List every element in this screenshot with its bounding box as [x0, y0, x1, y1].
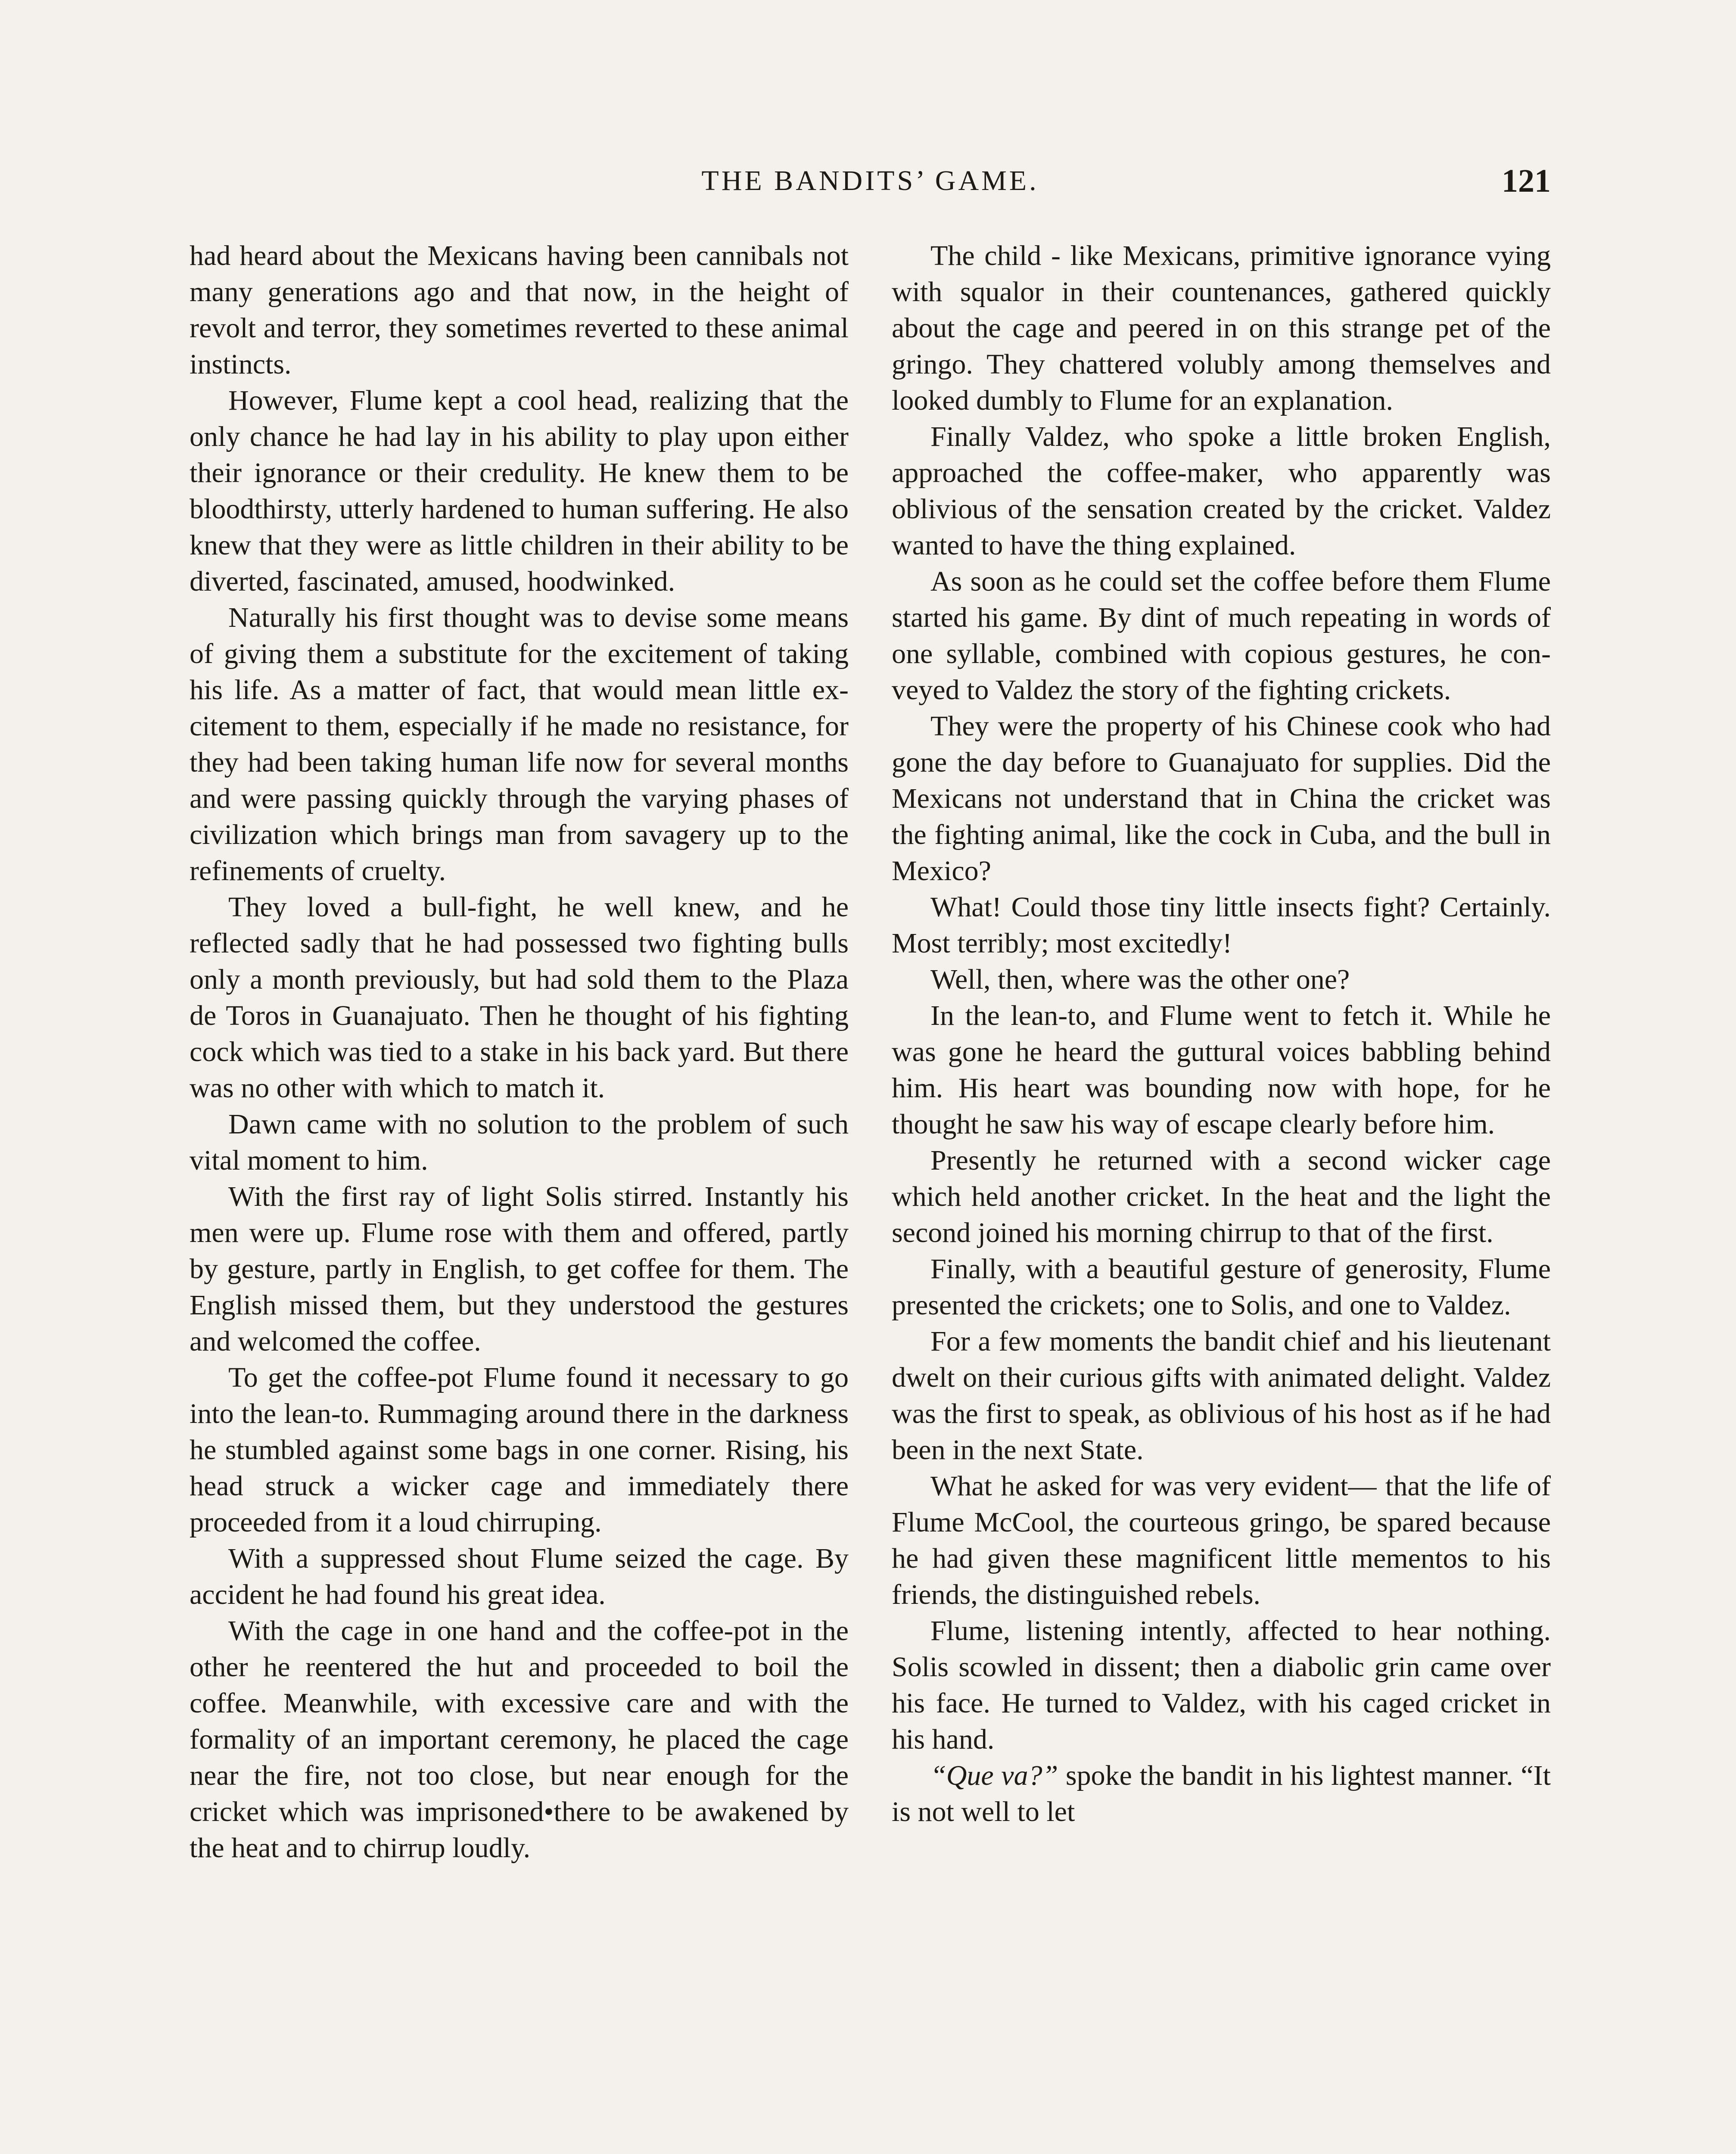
- paragraph: What! Could those tiny little insects fight? Certainly. Most terribly; most excitedly!: [892, 891, 1551, 959]
- paragraph: The child - like Mexicans, primitive ignorance vying with squalor in their countenances, gathered quickly about the cage and peered in on this strange pet of the gringo. They chattered volubly among themselves and looked dumbly to Flume for an explanation.: [892, 240, 1551, 416]
- paragraph: However, Flume kept a cool head, realizing that the only chance he had lay in his ability to play upon either their ignorance or their credulity. He knew them to be bloodthirsty, utterly hardened to human suffering. He also knew that they were as little children in their ability to be diverted, fascinated, amused, hoodwinked.: [190, 385, 849, 597]
- paragraph: Flume, listening intently, affected to hear nothing. Solis scowled in dissent; then a diabolic grin came over his face. He turned to Valdez, with his caged cricket in his hand.: [892, 1615, 1551, 1755]
- paragraph: They were the property of his Chinese cook who had gone the day before to Guanajuato for supplies. Did the Mexicans not understand that in China the cricket was the fighting animal, like the cock in Cuba, and the bull in Mexico?: [892, 710, 1551, 887]
- paragraph: With the first ray of light Solis stirred. Instantly his men were up. Flume rose with them and offered, partly by gesture, partly in English, to get coffee for them. The English missed them, but they understood the gestures and welcomed the coffee.: [190, 1181, 849, 1357]
- paragraph: In the lean-to, and Flume went to fetch it. While he was gone he heard the guttural voices babbling behind him. His heart was bounding now with hope, for he thought he saw his way of escape clearly before him.: [892, 1000, 1551, 1140]
- paragraph: Well, then, where was the other one?: [930, 964, 1350, 995]
- paragraph: Finally, with a beautiful gesture of generosity, Flume presented the crickets; one to Solis, and one to Valdez.: [892, 1253, 1551, 1321]
- paragraph-text: spoke the bandit in his lightest manner. “It is not well to let: [892, 1760, 1551, 1827]
- paragraph: For a few moments the bandit chief and his lieutenant dwelt on their curious gifts with animated delight. Valdez was the first to speak, as oblivious of his host as if he had been in the next State.: [892, 1326, 1551, 1466]
- paragraph: With a suppressed shout Flume seized the cage. By accident he had found his great idea.: [190, 1543, 849, 1610]
- right-column: [892, 238, 1551, 1830]
- running-title: THE BANDITS’ GAME.: [701, 165, 1039, 196]
- paragraph-continues: [892, 1758, 1551, 1830]
- paragraph: had heard about the Mexicans having been cannibals not many generations ago and that now, in the height of revolt and terror, they sometimes reverted to these animal instincts.: [190, 240, 849, 380]
- paragraph: Dawn came with no solution to the problem of such vital moment to him.: [190, 1108, 849, 1176]
- paragraph: With the cage in one hand and the coffee-pot in the other he reentered the hut and proceeded to boil the coffee. Meanwhile, with excessive care and with the formality of an important ceremony, he placed the cage near the fire, not too close, but near enough for the cricket which was imprisoned•there to be awakened by the heat and to chirrup loudly.: [190, 1615, 849, 1864]
- paragraph: They loved a bull-fight, he well knew, and he reflected sadly that he had possessed two fighting bulls only a month previously, but had sold them to the Plaza de Toros in Guanajuato. Then he thought of his fighting cock which was tied to a stake in his back yard. But there was no other with which to match it.: [190, 891, 849, 1104]
- paragraph: Naturally his first thought was to devise some means of giving them a substitute for the excitement of taking his life. As a matter of fact, that would mean little excitement to them, especially if he made no resistance, for they had been taking human life now for several months and were passing quickly through the varying phases of civilization which brings man from savagery up to the refinements of cruelty.: [190, 602, 849, 887]
- page-number: 121: [1502, 163, 1551, 199]
- page-header: [190, 155, 1551, 207]
- paragraph: Presently he returned with a second wicker cage which held another cricket. In the heat and the light the second joined his morning chirrup to that of the first.: [892, 1145, 1551, 1248]
- paragraph: What he asked for was very evident— that the life of Flume McCool, the courteous gringo, be spared because he had given these magnificent little mementos to his friends, the distinguished rebels.: [892, 1470, 1551, 1610]
- spanish-quote: “Que va?”: [930, 1760, 1058, 1791]
- left-column: [190, 238, 849, 1866]
- paragraph: To get the coffee-pot Flume found it necessary to go into the lean-to. Rummaging around there in the darkness he stumbled against some bags in one corner. Rising, his head struck a wicker cage and immediately there proceeded from it a loud chirruping.: [190, 1362, 849, 1538]
- paragraph: As soon as he could set the coffee before them Flume started his game. By dint of much repeating in words of one syllable, combined with copious gestures, he conveyed to Valdez the story of the fighting crickets.: [892, 566, 1551, 706]
- paragraph: Finally Valdez, who spoke a little broken English, approached the coffee-maker, who apparently was oblivious of the sensation created by the cricket. Valdez wanted to have the thing explained.: [892, 421, 1551, 561]
